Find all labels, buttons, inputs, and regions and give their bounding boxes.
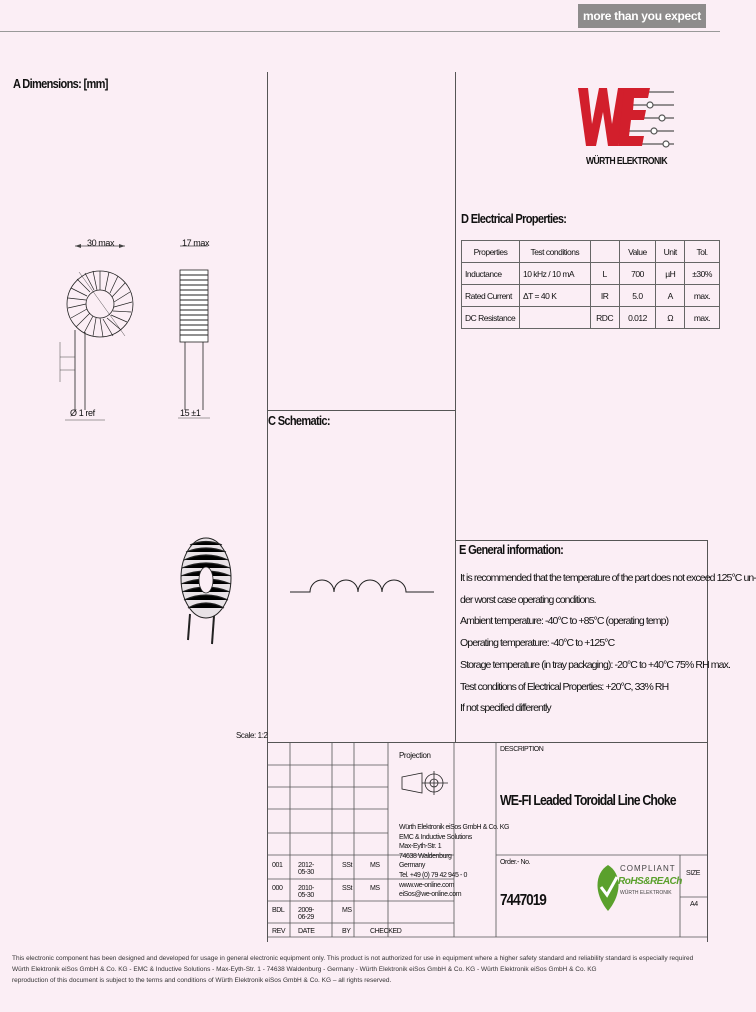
cell-property: Rated Current	[462, 285, 520, 307]
general-info-block	[460, 568, 756, 720]
frame-divider-right	[455, 72, 456, 742]
size-label: SIZE	[686, 870, 700, 877]
description-label: DESCRIPTION	[500, 746, 544, 753]
cell-property: Inductance	[462, 263, 520, 285]
cell-unit: µH	[656, 263, 685, 285]
cell-tol: max.	[685, 285, 720, 307]
table-row	[462, 307, 720, 329]
header-value: Value	[619, 241, 656, 263]
toroid-side-view	[170, 232, 220, 432]
info-line: If not specified differently	[460, 702, 551, 715]
rev-cell: 000	[272, 885, 283, 892]
cell-condition: ΔT = 40 K	[519, 285, 590, 307]
table-header-row	[462, 241, 720, 263]
info-line: It is recommended that the temperature of the part does not exceed 125°C un-	[460, 572, 756, 584]
company-line: Tel. +49 (0) 79 42 945 - 0	[399, 871, 468, 879]
logo-brand-text: WÜRTH ELEKTRONIK	[586, 156, 668, 167]
dimensions-heading: A Dimensions: [mm]	[13, 76, 108, 91]
company-line: eiSos@we-online.com	[399, 891, 462, 899]
company-line: Germany	[399, 862, 425, 870]
header-symbol	[590, 241, 619, 263]
dim-pin-label: Ø 1 ref	[70, 408, 95, 418]
revision-header-row	[272, 928, 402, 935]
projection-symbol-icon	[400, 765, 450, 801]
dim-width-label: 30 max	[87, 238, 115, 248]
toroid-top-view	[55, 232, 140, 432]
cell-symbol: L	[590, 263, 619, 285]
company-address	[399, 823, 509, 900]
footer-line: This electronic component has been designed and developed for usage in general electronic equipment only. This product is not authorized for use in equipment where a higher safety standard and reliability standard is especially required	[12, 955, 694, 962]
company-line: 74638 Waldenburg	[399, 852, 452, 860]
slogan-banner: more than you expect	[578, 4, 706, 28]
page-size: A4	[690, 901, 698, 908]
rev-cell: 2010-05-30	[298, 885, 314, 899]
order-label: Order.- No.	[500, 859, 531, 866]
table-row	[462, 263, 720, 285]
revision-row	[272, 862, 380, 876]
footer-line: Würth Elektronik eiSos GmbH & Co. KG - EMC & Inductive Solutions - Max-Eyth-Str. 1 - 74638 Waldenburg - Germany - Würth Elektronik eiSos GmbH & Co. KG - Würth Elektronik eiSos GmbH & Co. KG	[12, 966, 597, 973]
rev-cell: 001	[272, 862, 283, 869]
cell-tol: ±30%	[685, 263, 720, 285]
product-title: WE-FI Leaded Toroidal Line Choke	[500, 792, 676, 809]
cell-condition: 10 kHz / 10 mA	[519, 263, 590, 285]
rev-cell: BY	[342, 928, 351, 935]
table-row	[462, 285, 720, 307]
rev-cell: DATE	[298, 928, 315, 935]
company-line: Max-Eyth-Str. 1	[399, 843, 442, 851]
general-top-rule	[455, 540, 708, 541]
rev-cell: SSt	[342, 885, 353, 892]
inductor-symbol	[288, 560, 438, 600]
cell-unit: A	[656, 285, 685, 307]
header-tol: Tol.	[685, 241, 720, 263]
company-line: www.we-online.com	[399, 881, 455, 889]
rohs-label: RoHS&REACh	[618, 876, 682, 887]
company-line: Würth Elektronik eiSos GmbH & Co. KG	[399, 824, 510, 831]
electrical-heading: D Electrical Properties:	[461, 211, 567, 226]
cell-symbol: RDC	[590, 307, 619, 329]
revision-row	[272, 885, 380, 899]
projection-label: Projection	[399, 751, 431, 760]
cell-unit: Ω	[656, 307, 685, 329]
title-block	[268, 743, 708, 937]
rohs-leaf-icon	[593, 863, 623, 913]
rev-cell: CHECKED	[370, 928, 402, 935]
scale-label: Scale: 1:2	[236, 731, 268, 740]
info-line: Storage temperature (in tray packaging): -20°C to +40°C 75% RH max.	[460, 658, 730, 671]
rev-cell: BDL	[272, 907, 285, 914]
info-line: der worst case operating conditions.	[460, 593, 596, 606]
footer-line: reproduction of this document is subject to the terms and conditions of Würth Elektronik eiSos GmbH & Co. KG – all rights reserved.	[12, 977, 392, 984]
company-line: EMC & Inductive Solutions	[399, 833, 472, 841]
cell-property: DC Resistance	[462, 307, 520, 329]
header-test-conditions: Test conditions	[519, 241, 590, 263]
schematic-heading: C Schematic:	[268, 413, 330, 428]
order-number: 7447019	[500, 892, 546, 909]
cell-symbol: IR	[590, 285, 619, 307]
compliant-label: COMPLIANT	[620, 864, 676, 873]
rev-cell: 2009-06-29	[298, 907, 314, 921]
info-line: Test conditions of Electrical Properties: +20°C, 33% RH	[460, 680, 669, 693]
top-divider	[0, 31, 720, 32]
toroid-3d-view	[176, 530, 238, 648]
cell-value: 700	[619, 263, 656, 285]
header-unit: Unit	[656, 241, 685, 263]
schematic-top-rule	[267, 410, 456, 411]
rev-cell: SSt	[342, 862, 353, 869]
dim-height-label: 17 max	[182, 238, 210, 248]
header-properties: Properties	[462, 241, 520, 263]
dim-pitch-label: 15 ±1	[180, 408, 201, 418]
cell-value: 0.012	[619, 307, 656, 329]
cell-value: 5.0	[619, 285, 656, 307]
cell-tol: max.	[685, 307, 720, 329]
rohs-sub-label: WÜRTH ELEKTRONIK	[620, 890, 672, 896]
electrical-table	[461, 240, 720, 329]
general-heading: E General information:	[459, 542, 564, 557]
rev-cell: REV	[272, 928, 286, 935]
cell-condition	[519, 307, 590, 329]
rev-cell: MS	[342, 907, 352, 914]
rev-cell: 2012-05-30	[298, 862, 314, 876]
rev-cell: MS	[370, 885, 380, 892]
info-line: Ambient temperature: -40°C to +85°C (operating temp)	[460, 615, 669, 628]
rev-cell: MS	[370, 862, 380, 869]
info-line: Operating temperature: -40°C to +125°C	[460, 637, 615, 650]
revision-row	[272, 907, 352, 921]
